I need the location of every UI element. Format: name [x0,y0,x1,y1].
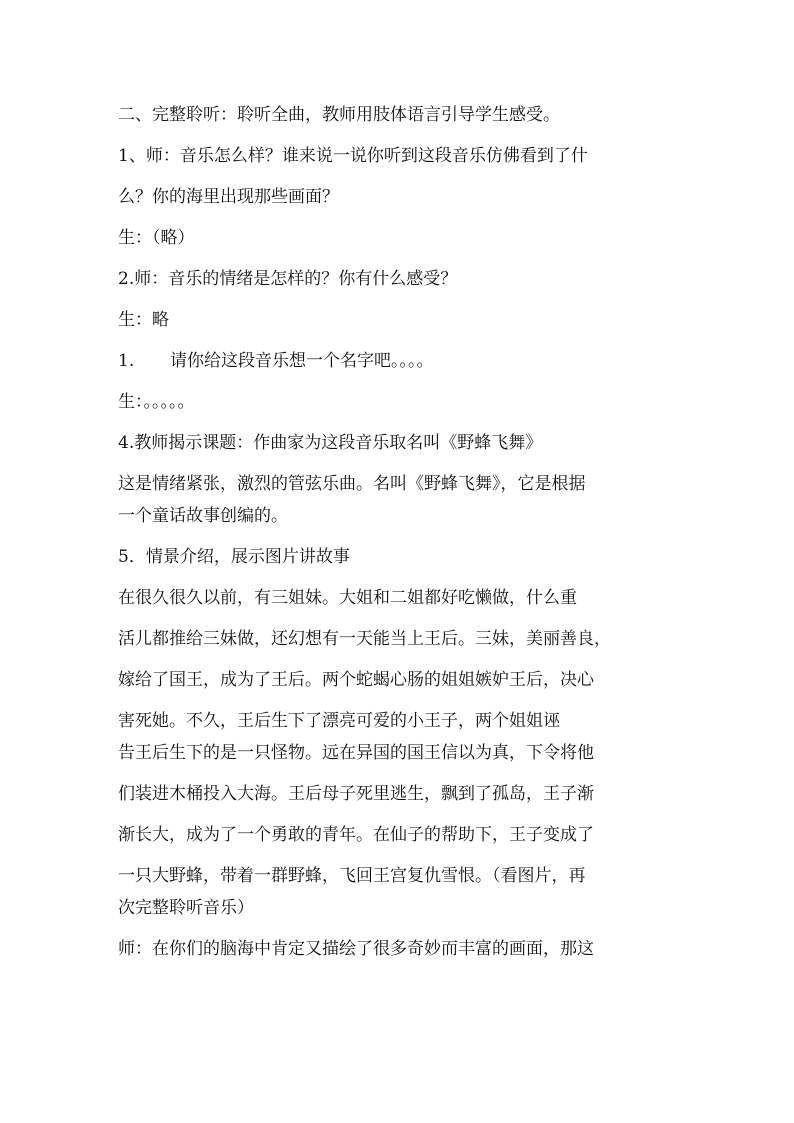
paragraph-line: 师：在你们的脑海中肯定又描绘了很多奇妙而丰富的画面，那这 [118,939,594,959]
list-item [118,349,678,390]
paragraph-line: 这是情绪紧张，激烈的管弦乐曲。名叫《野蜂飞舞》，它是根据 [118,474,586,494]
story-line: 在很久很久以前，有三姐妹。大姐和二姐都好吃懒做，什么重 [118,588,577,608]
story-line: 嫁给了国王，成为了王后。两个蛇蝎心肠的姐姐嫉妒王后，决心 [118,670,594,690]
paragraph-line: 一个童话故事创编的。 [118,506,288,526]
story-line: 害死她。不久，王后生下了漂亮可爱的小王子，两个姐姐诬 [118,711,560,731]
story-line: 次完整聆听音乐） [118,898,254,918]
story-line: 渐长大，成为了一个勇敢的青年。在仙子的帮助下，王子变成了 [118,825,594,845]
story-line: 告王后生下的是一只怪物。远在异国的国王信以为真，下令将他 [118,743,594,763]
paragraph-line: 4.教师揭示课题：作曲家为这段音乐取名叫《野蜂飞舞》 [118,433,543,453]
paragraph-line: 生：略 [118,310,169,330]
paragraph-line: 生：（略） [118,228,195,248]
document-body [118,103,678,978]
section-heading: 二、完整聆听：聆听全曲，教师用肢体语言引导学生感受。 [118,105,560,125]
paragraph-line: 2.师：音乐的情绪是怎样的？你有什么感受？ [118,269,458,289]
story-line: 们装进木桶投入大海。王后母子死里逃生，飘到了孤岛，王子渐 [118,784,594,804]
paragraph-line: 么？你的海里出现那些画面？ [118,187,339,207]
list-marker: 1. [118,351,135,371]
paragraph-line: 生：。。。。。 [118,392,195,412]
story-line: 活儿都推给三妹做，还幻想有一天能当上王后。三妹，美丽善良， [118,629,611,649]
paragraph-line: 1、师：音乐怎么样？谁来说一说你听到这段音乐仿佛看到了什 [118,146,588,166]
list-item-text: 请你给这段音乐想一个名字吧。。。。 [170,351,434,371]
story-line: 一只大野蜂，带着一群野蜂，飞回王宫复仇雪恨。（看图片，再 [118,866,586,886]
section-heading: 5．情景介绍，展示图片讲故事 [118,547,350,567]
